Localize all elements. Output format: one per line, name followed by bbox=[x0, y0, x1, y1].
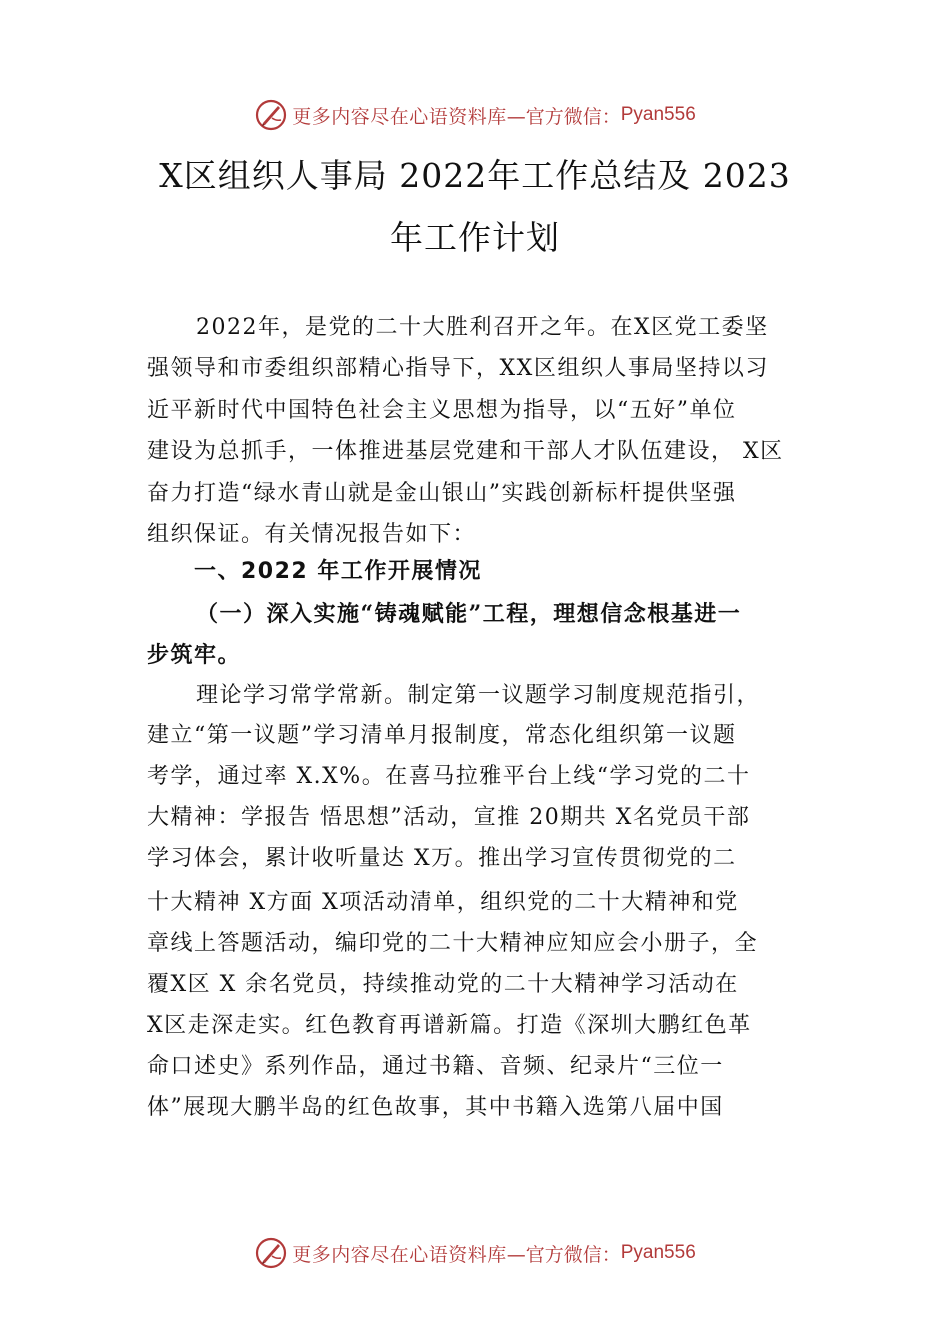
watermark-separator: —官方微信： bbox=[506, 1243, 621, 1266]
body-line: 建立“第一议题”学习清单月报制度，常态化组织第一议题 bbox=[147, 723, 737, 748]
body-line: 学习体会，累计收听量达 X万。推出学习宣传贯彻党的二 bbox=[147, 846, 737, 871]
quill-seal-icon bbox=[254, 1236, 288, 1270]
body-line: 体”展现大鹏半岛的红色故事，其中书籍入选第八届中国 bbox=[147, 1095, 724, 1120]
body-line: 2022年，是党的二十大胜利召开之年。在X区党工委坚 bbox=[196, 315, 769, 340]
body-line: X区走深走实。红色教育再谱新篇。打造《深圳大鹏红色革 bbox=[147, 1013, 752, 1038]
watermark-banner-bottom bbox=[0, 1233, 950, 1273]
section-heading: 一、2022 年工作开展情况 bbox=[194, 559, 482, 584]
body-line: 近平新时代中国特色社会主义思想为指导，以“五好”单位 bbox=[147, 398, 737, 423]
quill-seal-icon bbox=[254, 98, 288, 132]
body-line: 建设为总抓手，一体推进基层党建和干部人才队伍建设， X区 bbox=[147, 439, 784, 464]
watermark-text: 更多内容尽在心语资料库 bbox=[292, 105, 507, 128]
watermark-account: Pyan556 bbox=[620, 104, 696, 125]
document-title-line-1: X区组织人事局 2022年工作总结及 2023 bbox=[159, 156, 791, 195]
body-line: 大精神：学报告 悟思想”活动，宣推 20期共 X名党员干部 bbox=[147, 805, 751, 830]
watermark-separator: —官方微信： bbox=[506, 105, 621, 128]
subsection-heading: （一）深入实施“铸魂赋能”工程，理想信念根基进一 bbox=[196, 601, 742, 627]
body-line: 强领导和市委组织部精心指导下，XX区组织人事局坚持以习 bbox=[147, 356, 769, 381]
body-line: 组织保证。有关情况报告如下： bbox=[147, 522, 477, 547]
watermark-text: 更多内容尽在心语资料库 bbox=[292, 1243, 507, 1266]
subsection-heading-cont: 步筑牢。 bbox=[147, 642, 242, 668]
body-line: 十大精神 X方面 X项活动清单，组织党的二十大精神和党 bbox=[147, 890, 739, 915]
body-line: 考学，通过率 X.X%。在喜马拉雅平台上线“学习党的二十 bbox=[147, 764, 751, 789]
body-line: 命口述史》系列作品，通过书籍、音频、纪录片“三位一 bbox=[147, 1054, 724, 1079]
body-line: 奋力打造“绿水青山就是金山银山”实践创新标杆提供坚强 bbox=[147, 481, 737, 506]
body-line: 理论学习常学常新。制定第一议题学习制度规范指引， bbox=[196, 683, 761, 708]
watermark-account: Pyan556 bbox=[620, 1242, 696, 1263]
body-line: 章线上答题活动，编印党的二十大精神应知应会小册子，全 bbox=[147, 931, 759, 956]
body-line: 覆X区 X 余名党员，持续推动党的二十大精神学习活动在 bbox=[147, 972, 739, 997]
watermark-banner-top bbox=[0, 95, 950, 135]
document-title-line-2: 年工作计划 bbox=[390, 218, 560, 257]
